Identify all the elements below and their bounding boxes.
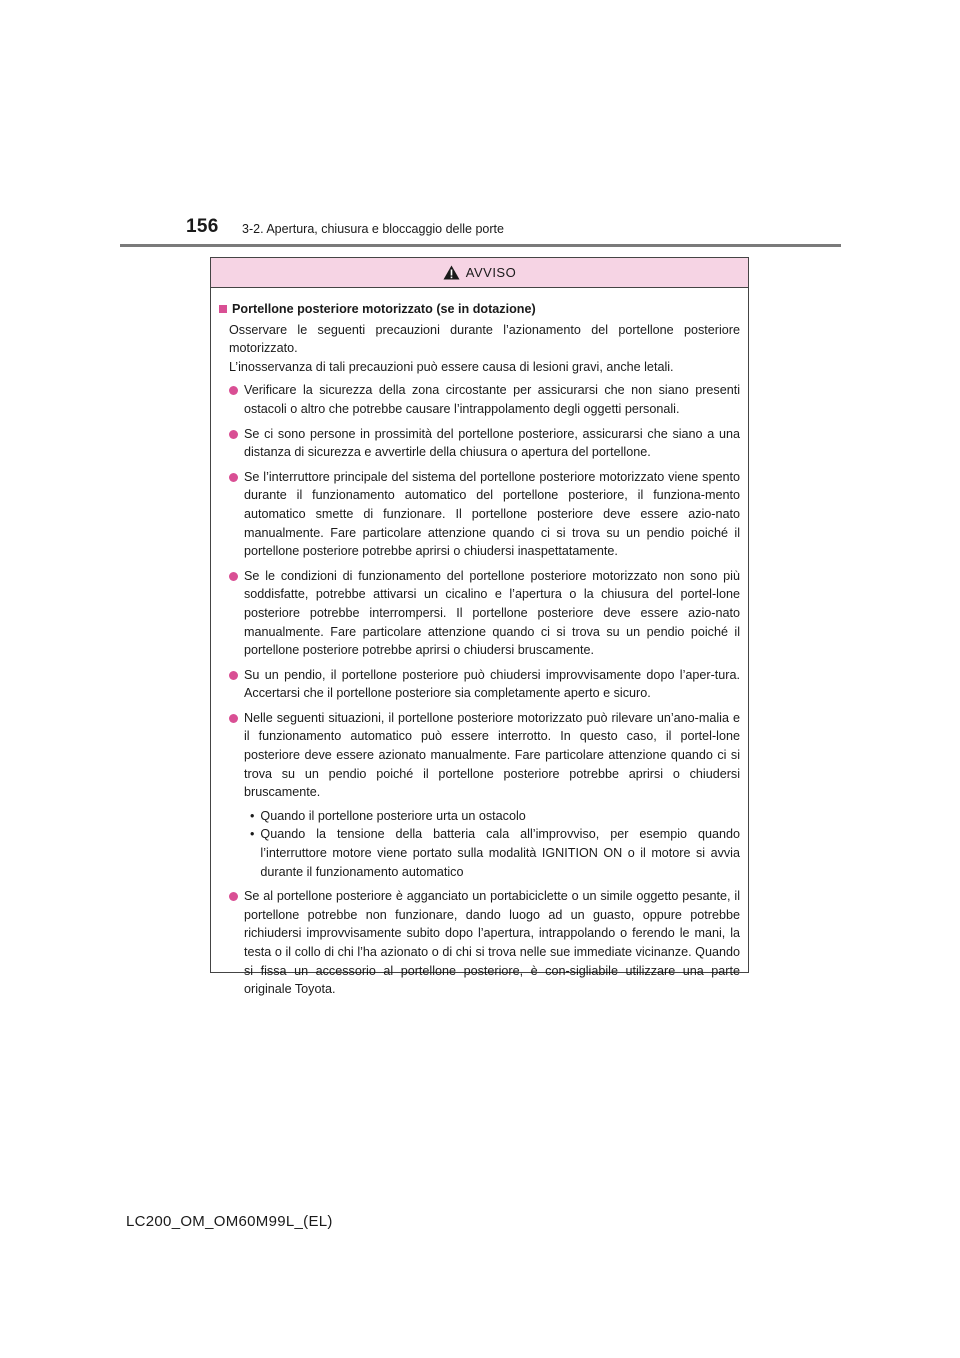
sub-list (244, 807, 740, 881)
round-bullet-icon (229, 386, 238, 395)
list-item-text: Se al portellone posteriore è agganciato un portabiciclette o un simile oggetto pesante, il portellone potrebbe non funzionare, dando luogo ad un guasto, oppure potrebbe richiudersi improvvisamente subito dopo l’apertura, intrappolando o ferendo le mani, la testa o il collo di chi l’ha azionato o di chi si trova nelle sue immediate vicinanze. Quando si fissa un accessorio al portellone posteriore, è con-sigliabile utilizzare una parte originale Toyota. (244, 889, 740, 997)
warning-box (210, 257, 749, 997)
round-bullet-icon (229, 892, 238, 901)
list-item (229, 468, 740, 561)
sub-list-item (244, 807, 740, 826)
list-item-text: Se le condizioni di funzionamento del portellone posteriore motorizzato non sono più soddisfatte, potrebbe attivarsi un cicalino e l’apertura o la chiusura del portel-lone posteriore potrebbe interrompersi. Il portellone posteriore deve essere azio-nato manualmente. Fare particolare attenzione quando ci si trova su un pendio poiché il portellone posteriore potrebbe aprirsi o chiudersi bruscamente. (244, 568, 740, 658)
list-item-text: Su un pendio, il portellone posteriore può chiudersi improvvisamente dopo l’aper-tura. Accertarsi che il portellone posteriore sia completamente aperto e sicuro. (244, 667, 740, 701)
round-bullet-icon (229, 430, 238, 439)
round-bullet-icon (229, 473, 238, 482)
section-title: 3-2. Apertura, chiusura e bloccaggio delle porte (242, 222, 504, 236)
warning-heading-text: Portellone posteriore motorizzato (se in dotazione) (232, 302, 536, 316)
sub-bullet-marker: • (250, 827, 255, 842)
warning-triangle-icon (443, 265, 460, 280)
warning-body (211, 288, 748, 999)
list-item-text (244, 709, 740, 881)
list-item-text: Se ci sono persone in prossimità del portellone posteriore, assicurarsi che siano a una distanza di sicurezza e avvertirle della chiusura o apertura del portellone. (244, 426, 740, 460)
warning-heading (219, 300, 740, 319)
list-item (229, 425, 740, 462)
list-item-paragraph: Nelle seguenti situazioni, il portellone posteriore motorizzato può rilevare un’ano-malia e il funzionamento automatico può essere interrotto. In questo caso, il portel-lone posteriore deve essere azionato manualmente. Fare particolare attenzione quando ci si trova su un pendio poiché il portellone posteriore potrebbe aprirsi o chiudersi bruscamente. (244, 710, 740, 800)
warning-title: AVVISO (465, 265, 517, 280)
sub-bullet-marker: • (250, 808, 255, 823)
list-item (229, 666, 740, 703)
warning-header (211, 258, 748, 288)
round-bullet-icon (229, 572, 238, 581)
list-item (229, 709, 740, 881)
list-item (229, 381, 740, 418)
header-rule (120, 244, 841, 247)
list-item-text: Verificare la sicurezza della zona circostante per assicurarsi che non siano presenti ostacoli o altro che potrebbe causare l’intrappolamento degli oggetti personali. (244, 383, 740, 416)
sub-list-item-text: Quando il portellone posteriore urta un ostacolo (260, 808, 526, 823)
list-item (229, 567, 740, 660)
round-bullet-icon (229, 714, 238, 723)
intro-paragraph: Osservare le seguenti precauzioni durante l’azionamento del portellone posteriore motorizzato. (229, 322, 740, 356)
sub-list-item (244, 825, 740, 881)
intro-paragraph: L’inosservanza di tali precauzioni può essere causa di lesioni gravi, anche letali. (229, 359, 674, 374)
page-number: 156 (186, 216, 219, 237)
document-code: LC200_OM_OM60M99L_(EL) (126, 1213, 333, 1230)
sub-list-item-text: Quando la tensione della batteria cala all’improvviso, per esempio quando l’interruttore motore viene portato sulla modalità IGNITION ON o il motore si avvia durante il funzionamento automatico (260, 827, 740, 879)
list-item-text: Se l’interruttore principale del sistema del portellone posteriore motorizzato viene spento durante il funzionamento automatico del portellone posteriore, il funziona-mento automatico smette di funzionare. Il portellone posteriore deve essere azio-nato manualmente. Fare particolare attenzione quando ci si trova su un pendio poiché il portellone posteriore potrebbe aprirsi o chiudersi inaspettatamente. (244, 469, 740, 559)
round-bullet-icon (229, 671, 238, 680)
list-item (229, 887, 740, 999)
warning-intro (219, 321, 740, 377)
square-bullet-icon (219, 305, 227, 313)
